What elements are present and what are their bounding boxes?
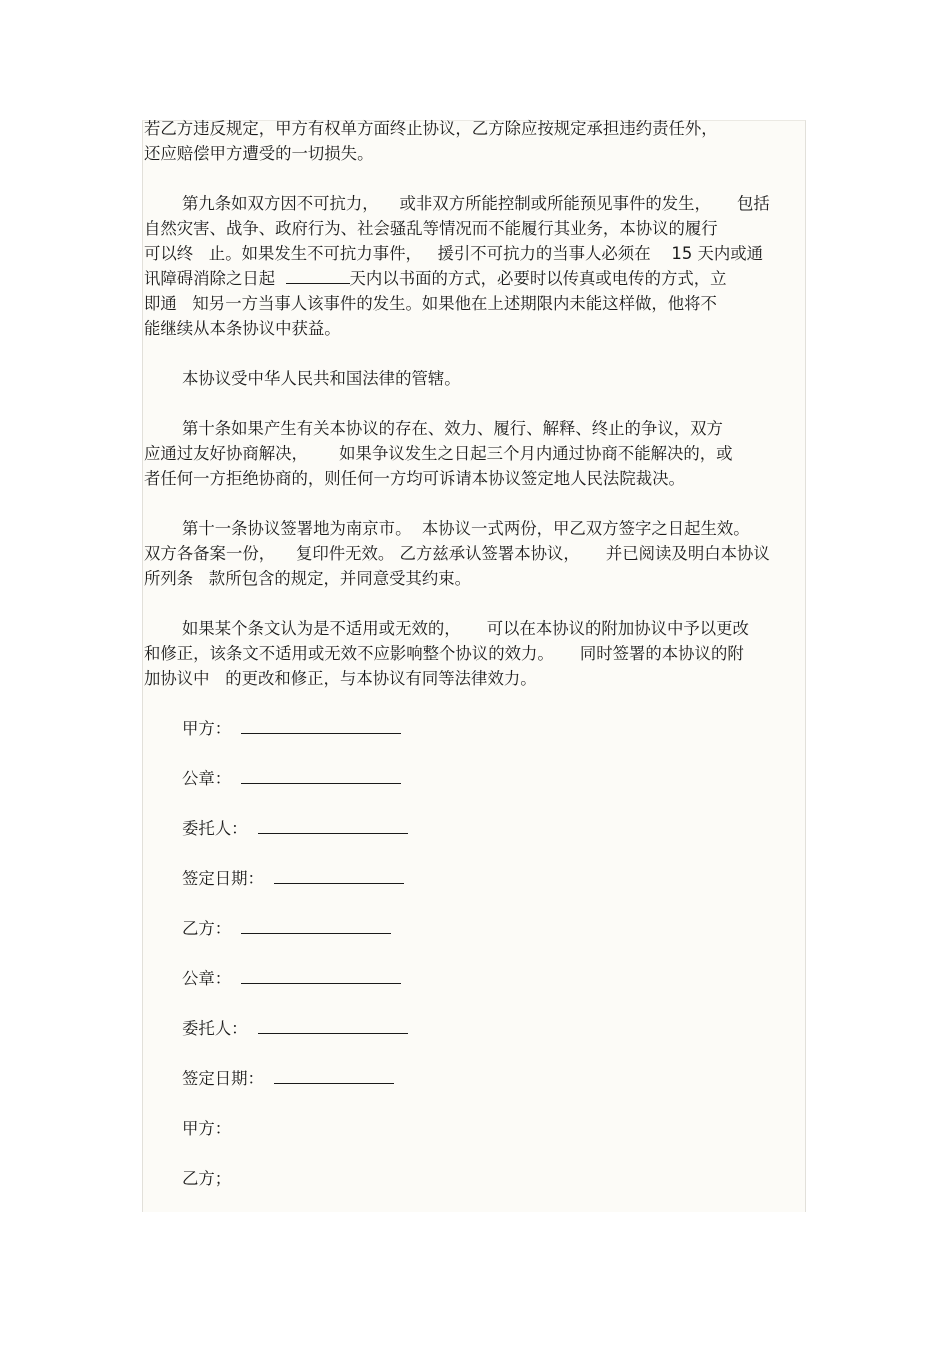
paragraph-breach <box>144 116 806 166</box>
signature-label: 公章： <box>182 769 232 788</box>
text-line: 第九条如双方因不可抗力， 或非双方所能控制或所能预见事件的发生， 包括 <box>182 194 770 213</box>
signature-label: 甲方： <box>182 719 232 738</box>
signature-label: 委托人： <box>182 819 248 838</box>
signature-row-party-b <box>144 916 806 941</box>
text-line: 自然灾害、战争、政府行为、社会骚乱等情况而不能履行其业务，本协议的履行 <box>144 219 718 238</box>
text-line: 加协议中 的更改和修正，与本协议有同等法律效力。 <box>144 669 537 688</box>
text-line: 应通过友好协商解决， 如果争议发生之日起三个月内通过协商不能解决的，或 <box>144 444 733 463</box>
paragraph-article-11 <box>144 516 806 591</box>
text-line: 者任何一方拒绝协商的，则任何一方均可诉请本协议签定地人民法院裁决。 <box>144 469 685 488</box>
text-line: 如果某个条文认为是不适用或无效的， 可以在本协议的附加协议中予以更改 <box>182 619 749 638</box>
signature-label: 甲方： <box>182 1119 232 1138</box>
signature-row-agent-b <box>144 1016 806 1041</box>
paragraph-article-9 <box>144 191 806 341</box>
text-line: 能继续从本条协议中获益。 <box>144 319 341 338</box>
signature-line[interactable] <box>274 867 404 884</box>
signature-row-party-a <box>144 716 806 741</box>
signature-line[interactable] <box>241 717 401 734</box>
signature-line[interactable] <box>258 1017 408 1034</box>
text-line: 和修正，该条文不适用或无效不应影响整个协议的效力。 同时签署的本协议的附 <box>144 644 744 663</box>
text-line: 若乙方违反规定，甲方有权单方面终止协议，乙方除应按规定承担违约责任外， <box>144 119 718 138</box>
signature-line[interactable] <box>258 817 408 834</box>
signature-row-seal-b <box>144 966 806 991</box>
text-line-with-blank <box>144 266 806 291</box>
paragraph-severability <box>144 616 806 691</box>
text-segment: 讯障碍消除之日起 <box>144 269 286 288</box>
signature-line[interactable] <box>241 767 401 784</box>
signature-line[interactable] <box>241 967 401 984</box>
signature-label: 签定日期： <box>182 869 264 888</box>
signature-label: 委托人： <box>182 1019 248 1038</box>
text-line: 第十一条协议签署地为南京市。 本协议一式两份，甲乙双方签字之日起生效。 <box>182 519 750 538</box>
text-line: 还应赔偿甲方遭受的一切损失。 <box>144 144 374 163</box>
signature-label: 乙方： <box>182 919 232 938</box>
signature-row-seal-a <box>144 766 806 791</box>
text-line: 可以终 止。如果发生不可抗力事件， 援引不可抗力的当事人必须在 15 天内或通 <box>144 244 764 263</box>
signature-line[interactable] <box>241 917 391 934</box>
text-line: 双方各备案一份， 复印件无效。 乙方兹承认签署本协议， 并已阅读及明白本协议 <box>144 544 770 563</box>
signature-label: 公章： <box>182 969 232 988</box>
signature-row-date-a <box>144 866 806 891</box>
paragraph-governing-law <box>144 366 806 391</box>
fill-in-blank[interactable] <box>286 269 350 284</box>
paragraph-article-10 <box>144 416 806 491</box>
signature-block <box>144 716 806 1191</box>
text-line: 第十条如果产生有关本协议的存在、效力、履行、解释、终止的争议，双方 <box>182 419 723 438</box>
signature-row-date-b <box>144 1066 806 1091</box>
text-segment: 天内以书面的方式，必要时以传真或电传的方式，立 <box>349 269 727 288</box>
text-line: 所列条 款所包含的规定，并同意受其约束。 <box>144 569 472 588</box>
signature-row-agent-a <box>144 816 806 841</box>
text-line: 本协议受中华人民共和国法律的管辖。 <box>182 369 461 388</box>
signature-row-party-a-final <box>144 1116 806 1141</box>
text-line: 即通 知另一方当事人该事件的发生。如果他在上述期限内未能这样做，他将不 <box>144 294 717 313</box>
signature-row-party-b-final <box>144 1166 806 1191</box>
document-body <box>144 116 806 1216</box>
signature-label: 乙方； <box>182 1169 232 1188</box>
signature-label: 签定日期： <box>182 1069 264 1088</box>
signature-line[interactable] <box>274 1067 394 1084</box>
